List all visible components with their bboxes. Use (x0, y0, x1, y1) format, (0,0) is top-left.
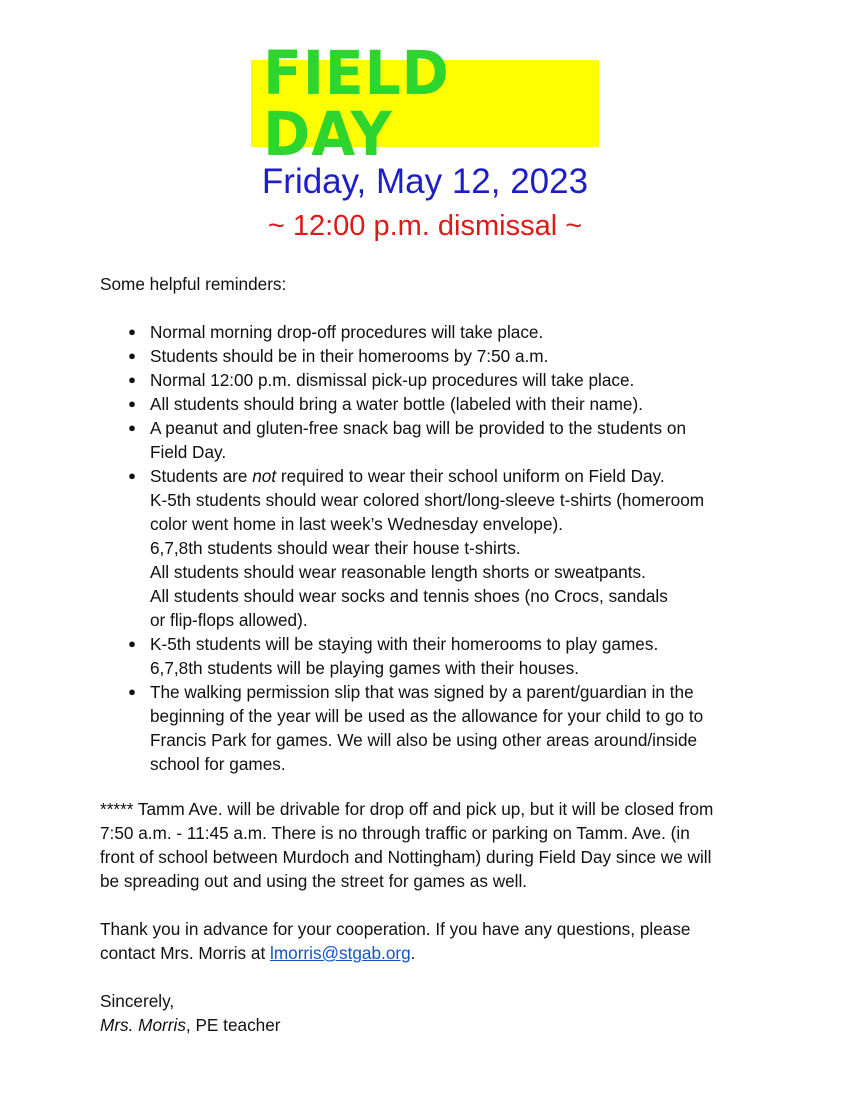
bullet-icon: ● (128, 396, 136, 411)
list-item-text: beginning of the year will be used as the allowance for your child to go to (150, 706, 704, 726)
list-item-text (150, 464, 750, 488)
page-title: FIELD DAY (263, 37, 450, 170)
list-item-text: Normal morning drop-off procedures will take place. (150, 322, 544, 342)
emphasis-not: not (252, 466, 277, 486)
bullet-icon: ● (128, 324, 136, 339)
list-item (0, 344, 750, 368)
list-item-text: Students should be in their homerooms by 7:50 a.m. (150, 346, 549, 366)
contact-text: contact Mrs. Morris at (100, 943, 270, 963)
list-item-text: K-5th students should wear colored short/long-sleeve t-shirts (homeroom (150, 490, 705, 510)
bullet-icon: ● (128, 636, 136, 651)
list-item-text: Field Day. (150, 442, 227, 462)
list-item-text: 6,7,8th students should wear their house t-shirts. (150, 538, 521, 558)
list-item-text: Normal 12:00 p.m. dismissal pick-up procedures will take place. (150, 370, 635, 390)
title-banner (251, 37, 599, 170)
notice-line: 7:50 a.m. - 11:45 a.m. There is no through traffic or parking on Tamm. Ave. (in (100, 823, 690, 843)
thanks-paragraph (100, 917, 760, 965)
list-item-text: All students should wear reasonable length shorts or sweatpants. (150, 562, 646, 582)
notice-line: front of school between Murdoch and Nottingham) during Field Day since we will (100, 847, 712, 867)
notice-line: be spreading out and using the street for games as well. (100, 871, 528, 891)
list-item-text: A peanut and gluten-free snack bag will be provided to the students on (150, 418, 687, 438)
list-item (0, 368, 750, 392)
thanks-line: Thank you in advance for your cooperation. If you have any questions, please (100, 919, 691, 939)
reminders-list (0, 320, 850, 776)
list-item-text: K-5th students will be staying with their homerooms to play games. (150, 634, 659, 654)
bullet-icon: ● (128, 348, 136, 363)
list-item-text: Francis Park for games. We will also be using other areas around/inside (150, 730, 698, 750)
contact-period: . (410, 943, 416, 963)
contact-line (100, 941, 760, 965)
bullet-icon: ● (128, 684, 136, 699)
list-item-text: color went home in last week’s Wednesday envelope). (150, 514, 564, 534)
list-item-text: All students should wear socks and tennis shoes (no Crocs, sandals (150, 586, 668, 606)
list-item-text: 6,7,8th students will be playing games with their houses. (150, 658, 579, 678)
street-closure-notice (100, 797, 760, 893)
closing-salutation: Sincerely, (100, 991, 175, 1011)
list-item-text: All students should bring a water bottle (labeled with their name). (150, 394, 643, 414)
list-item-text: The walking permission slip that was signed by a parent/guardian in the (150, 682, 694, 702)
list-item-text: school for games. (150, 754, 286, 774)
bullet-icon: ● (128, 420, 136, 435)
signature-line (100, 1013, 760, 1037)
dismissal-time: ~ 12:00 p.m. dismissal ~ (267, 210, 583, 242)
list-item (0, 632, 750, 680)
list-item (0, 464, 750, 632)
list-item (0, 320, 750, 344)
bullet-icon: ● (128, 468, 136, 483)
list-item (0, 416, 750, 464)
list-item (0, 680, 750, 776)
list-item-text: or flip-flops allowed). (150, 610, 308, 630)
event-date: Friday, May 12, 2023 (261, 162, 589, 201)
notice-line: ***** Tamm Ave. will be drivable for drop off and pick up, but it will be closed from (100, 799, 714, 819)
signature-name: Mrs. Morris (100, 1015, 186, 1035)
email-link[interactable]: lmorris@stgab.org (270, 943, 411, 963)
uniform-text-start: Students are (150, 466, 253, 486)
uniform-text-end: required to wear their school uniform on Field Day. (276, 466, 665, 486)
closing-block (100, 989, 760, 1037)
reminders-intro: Some helpful reminders: (100, 274, 287, 294)
bullet-icon: ● (128, 372, 136, 387)
list-item (0, 392, 750, 416)
signature-role: , PE teacher (185, 1015, 281, 1035)
